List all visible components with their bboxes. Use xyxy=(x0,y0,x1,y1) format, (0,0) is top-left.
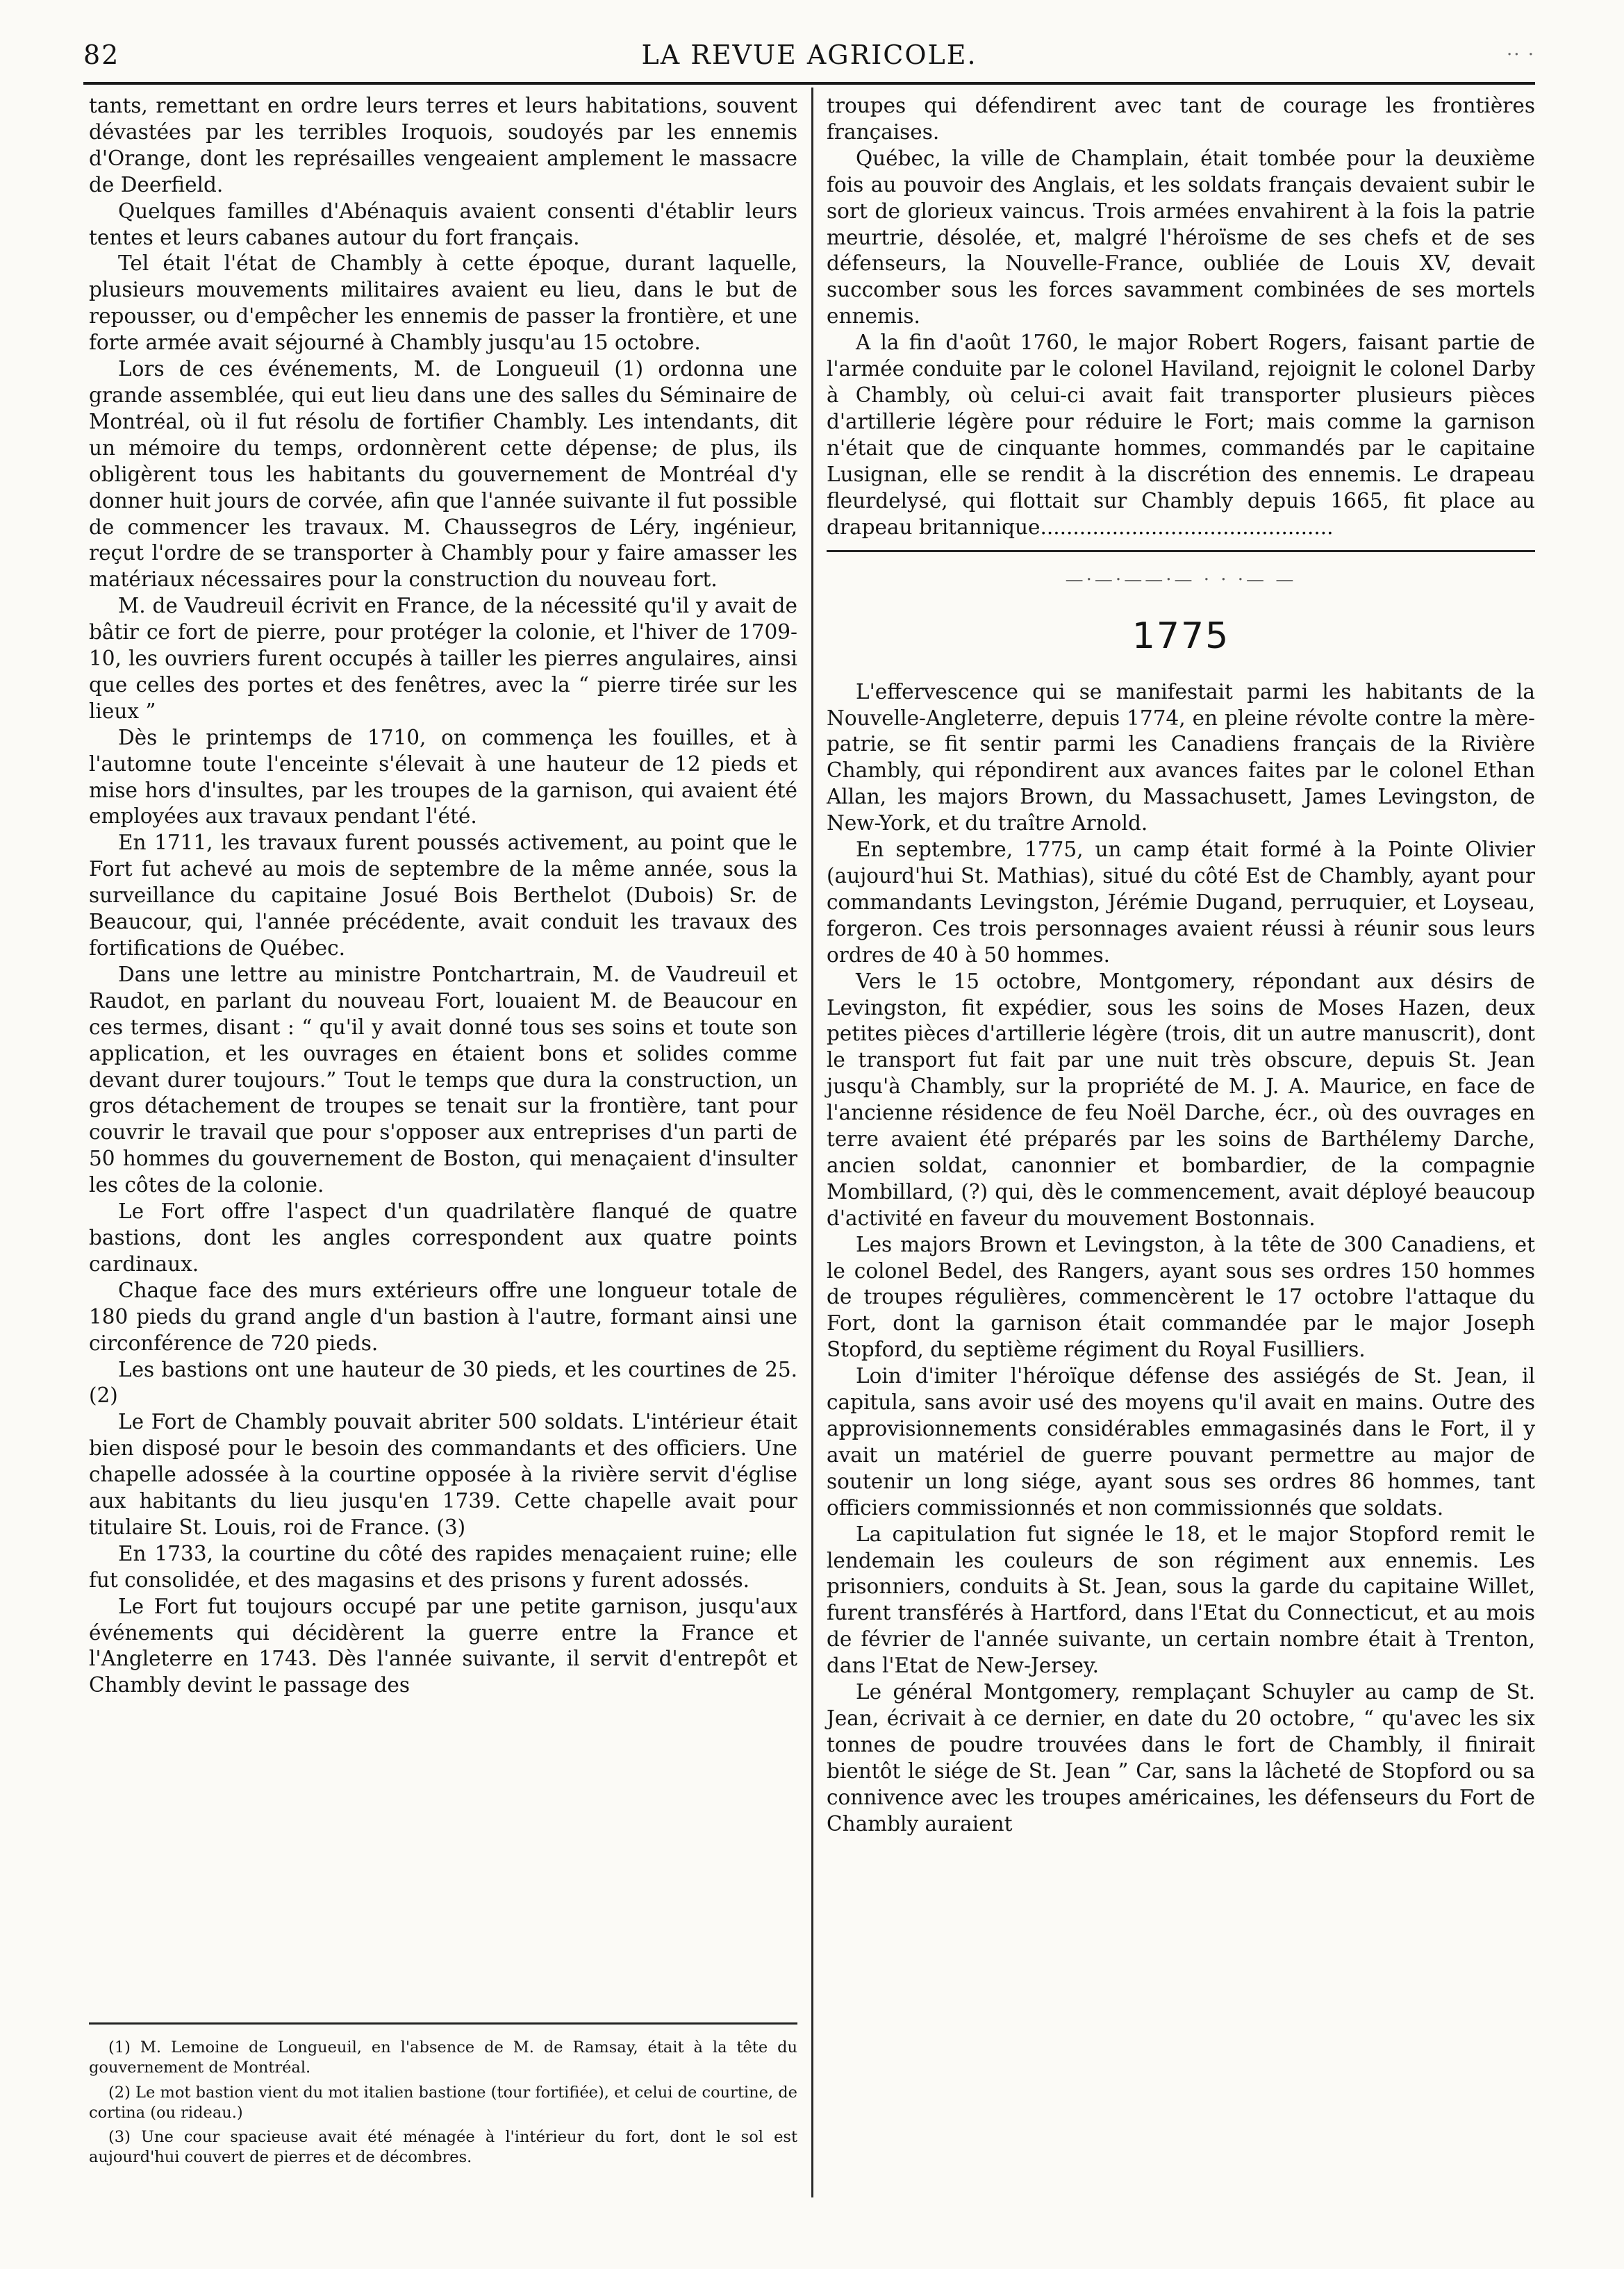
paragraph: Québec, la ville de Champlain, était tombée pour la deuxième fois au pouvoir des Anglais, et les soldats français devaient subir le sort de glorieux vaincus. Trois armées envahirent à la fois la patrie meurtrie, désolée, et, malgré l'héroïsme de ses chefs et de ses défenseurs, la Nouvelle-France, oubliée de Louis XV, devait succomber sous les forces savamment combinées de ses mortels ennemis. xyxy=(827,146,1535,329)
running-title: LA REVUE AGRICOLE. xyxy=(641,40,977,70)
paragraph: A la fin d'août 1760, le major Robert Rogers, faisant partie de l'armée conduite par le colonel Haviland, rejoignit le colonel Darby à Chambly, où celui-ci avait fait transporter plusieurs pièces d'artillerie légère pour réduire le Fort; mais comme la garnison n'était que de cinquante hommes, commandés par le capitaine Lusignan, elle se rendit à la discrétion des ennemis. Le drapeau fleurdelysé, qui flottait sur Chambly depuis 1665, fit place au drapeau britannique............................................. xyxy=(827,331,1535,539)
paragraph: troupes qui défendirent avec tant de courage les frontières françaises. xyxy=(827,94,1535,144)
paragraph: Les majors Brown et Levingston, à la tête de 300 Canadiens, et le colonel Bedel, des Rangers, ayant sous ses ordres 150 hommes de troupes régulières, commencèrent le 17 octobre l'attaque du Fort, dont la garnison était commandée par le major Joseph Stopford, du septième régiment du Royal Fusilliers. xyxy=(827,1232,1535,1362)
paragraph: Dans une lettre au ministre Pontchartrain, M. de Vaudreuil et Raudot, en parlant du nouveau Fort, louaient M. de Beaucour en ces termes, disant : “ qu'il y avait donné tous ses soins et toute son application, et les ouvrages en étaient bons et solides comme devant durer toujours.” Tout le temps que dura la construction, un gros détachement de troupes se tenait sur la frontière, tant pour couvrir le travail que pour s'opposer aux entreprises d'un parti de 50 hommes du gouvernement de Boston, qui menaçaient d'insulter les côtes de la colonie. xyxy=(89,962,797,1197)
paragraph: Loin d'imiter l'héroïque défense des assiégés de St. Jean, il capitula, sans avoir usé des moyens qu'il avait en mains. Outre des approvisionnements considérables emmagasinés dans le Fort, il y avait un matériel de guerre pouvant permettre au major de soutenir un long siége, ayant sous ses ordres 86 hommes, tant officiers commissionnés et non commissionnés que soldats. xyxy=(827,1364,1535,1520)
paragraph: En septembre, 1775, un camp était formé à la Pointe Olivier (aujourd'hui St. Mathias), situé du côté Est de Chambly, ayant pour commandants Levingston, Jérémie Dugand, perruquier, et Loyseau, forgeron. Ces trois personnages avaient réussi à réunir sous leurs ordres de 40 à 50 hommes. xyxy=(827,838,1535,967)
paragraph: Chaque face des murs extérieurs offre une longueur totale de 180 pieds du grand angle d'un bastion à l'autre, formant ainsi une circonférence de 720 pieds. xyxy=(89,1278,797,1355)
paragraph: tants, remettant en ordre leurs terres et leurs habitations, souvent dévastées par les terribles Iroquois, soudoyés par les ennemis d'Orange, dont les représailles vengeaient amplement le massacre de Deerfield. xyxy=(89,94,797,197)
paragraph: Tel était l'état de Chambly à cette époque, durant laquelle, plusieurs mouvements militaires avaient eu lieu, dans le but de repousser, ou d'empêcher les ennemis de passer la frontière, et une forte armée avait séjourné à Chambly jusqu'au 15 octobre. xyxy=(89,251,797,355)
paragraph: En 1711, les travaux furent poussés activement, au point que le Fort fut achevé au mois de septembre de la même année, sous la surveillance du capitaine Josué Bois Berthelot (Dubois) Sr. de Beaucour, qui, l'année précédente, avait conduit les travaux des fortifications de Québec. xyxy=(89,831,797,960)
paragraph: Le général Montgomery, remplaçant Schuyler au camp de St. Jean, écrivait à ce dernier, en date du 20 octobre, “ qu'avec les six tonnes de poudre trouvées dans le fort de Chambly, il finirait bientôt le siége de St. Jean ” Car, sans la lâcheté de Stopford ou sa connivence avec les troupes américaines, les défenseurs du Fort de Chambly auraient xyxy=(827,1680,1535,1836)
paragraph: L'effervescence qui se manifestait parmi les habitants de la Nouvelle-Angleterre, depuis 1774, en pleine révolte contre la mère-patrie, se fit sentir parmi les Canadiens français de la Rivière Chambly, qui répondirent aux avances faites par le colonel Ethan Allan, les majors Brown, du Massachusett, James Levingston, de New-York, et du traître Arnold. xyxy=(827,679,1535,836)
page-header xyxy=(83,33,1535,76)
paragraph: Vers le 15 octobre, Montgomery, répondant aux désirs de Levingston, fit expédier, sous les soins de Moses Hazen, deux petites pièces d'artillerie légère (trois, dit un autre manuscrit), dont le transport fut fait par une nuit très obscure, depuis St. Jean jusqu'à Chambly, sur la propriété de M. J. A. Maurice, en face de l'ancienne résidence de feu Noël Darche, écr., où des ouvrages en terre avaient été préparés par les soins de Barthélemy Darche, ancien soldat, canonnier et bombardier, de la compagnie Mombillard, (?) qui, dès le commencement, avait déployé beaucoup d'activité en faveur du mouvement Bostonnais. xyxy=(827,969,1535,1230)
header-smudge: ·· · xyxy=(1506,44,1535,65)
paragraph: Le Fort de Chambly pouvait abriter 500 soldats. L'intérieur était bien disposé pour le besoin des commandants et des officiers. Une chapelle adossée à la courtine opposée à la rivière servit d'église aux habitants du lieu jusqu'en 1739. Cette chapelle avait pour titulaire St. Louis, roi de France. (3) xyxy=(89,1410,797,1539)
footnotes xyxy=(89,2038,797,2172)
section-end-rule xyxy=(827,550,1535,552)
footnote: (2) Le mot bastion vient du mot italien bastione (tour fortifiée), et celui de courtine, de cortina (ou rideau.) xyxy=(89,2083,797,2122)
paragraph: La capitulation fut signée le 18, et le major Stopford remit le lendemain les couleurs de son régiment aux ennemis. Les prisonniers, conduits à St. Jean, sous la garde du capitaine Willet, furent transférés à Hartford, dans l'Etat du Connecticut, et au mois de février de l'année suivante, un certain nombre était à Trenton, dans l'Etat de New-Jersey. xyxy=(827,1522,1535,1678)
footnote: (3) Une cour spacieuse avait été ménagée à l'intérieur du fort, dont le sol est aujourd'hui couvert de pierres et de décombres. xyxy=(89,2128,797,2167)
paragraph: Lors de ces événements, M. de Longueuil (1) ordonna une grande assemblée, qui eut lieu dans une des salles du Séminaire de Montréal, où il fut résolu de fortifier Chambly. Les intendants, dit un mémoire du temps, ordonnèrent cette dépense; de plus, ils obligèrent tous les habitants du gouvernement de Montréal d'y donner huit jours de corvée, afin que l'année suivante il fut possible de commencer les travaux. M. Chaussegros de Léry, ingénieur, reçut l'ordre de se transporter à Chambly pour y faire amasser les matériaux nécessaires pour la construction du nouveau fort. xyxy=(89,357,797,592)
page-number: 82 xyxy=(83,40,120,70)
ornament-divider: —·—·——·— · · ·— — xyxy=(1065,570,1297,591)
paragraph: M. de Vaudreuil écrivit en France, de la nécessité qu'il y avait de bâtir ce fort de pierre, pour protéger la colonie, et l'hiver de 1709-10, les ouvriers furent occupés à tailler les pierres angulaires, ainsi que celles des portes et des fenêtres, avec la “ pierre tirée sur les lieux ” xyxy=(89,594,797,723)
column-divider xyxy=(811,88,813,2197)
paragraph: Quelques familles d'Abénaquis avaient consenti d'établir leurs tentes et leurs cabanes autour du fort français. xyxy=(89,199,797,249)
left-column xyxy=(89,93,797,1699)
paragraph: Le Fort fut toujours occupé par une petite garnison, jusqu'aux événements qui décidèrent la guerre entre la France et l'Angleterre en 1743. Dès l'année suivante, il servit d'entrepôt et Chambly devint le passage des xyxy=(89,1594,797,1697)
paragraph: En 1733, la courtine du côté des rapides menaçaient ruine; elle fut consolidée, et des magasins et des prisons y furent adossés. xyxy=(89,1541,797,1592)
footnote-rule xyxy=(89,2022,797,2025)
paragraph: Le Fort offre l'aspect d'un quadrilatère flanqué de quatre bastions, dont les angles correspondent aux quatre points cardinaux. xyxy=(89,1199,797,1276)
section-heading: 1775 xyxy=(1132,615,1230,657)
paragraph: Dès le printemps de 1710, on commença les fouilles, et à l'automne toute l'enceinte s'élevait à une hauteur de 12 pieds et mise hors d'insultes, par les troupes de la garnison, qui avaient été employées aux travaux pendant l'été. xyxy=(89,725,797,829)
footnote: (1) M. Lemoine de Longueuil, en l'absence de M. de Ramsay, était à la tête du gouvernement de Montréal. xyxy=(89,2038,797,2077)
header-rule xyxy=(83,82,1535,85)
right-column xyxy=(827,93,1535,1838)
paragraph: Les bastions ont une hauteur de 30 pieds, et les courtines de 25. (2) xyxy=(89,1357,797,1408)
